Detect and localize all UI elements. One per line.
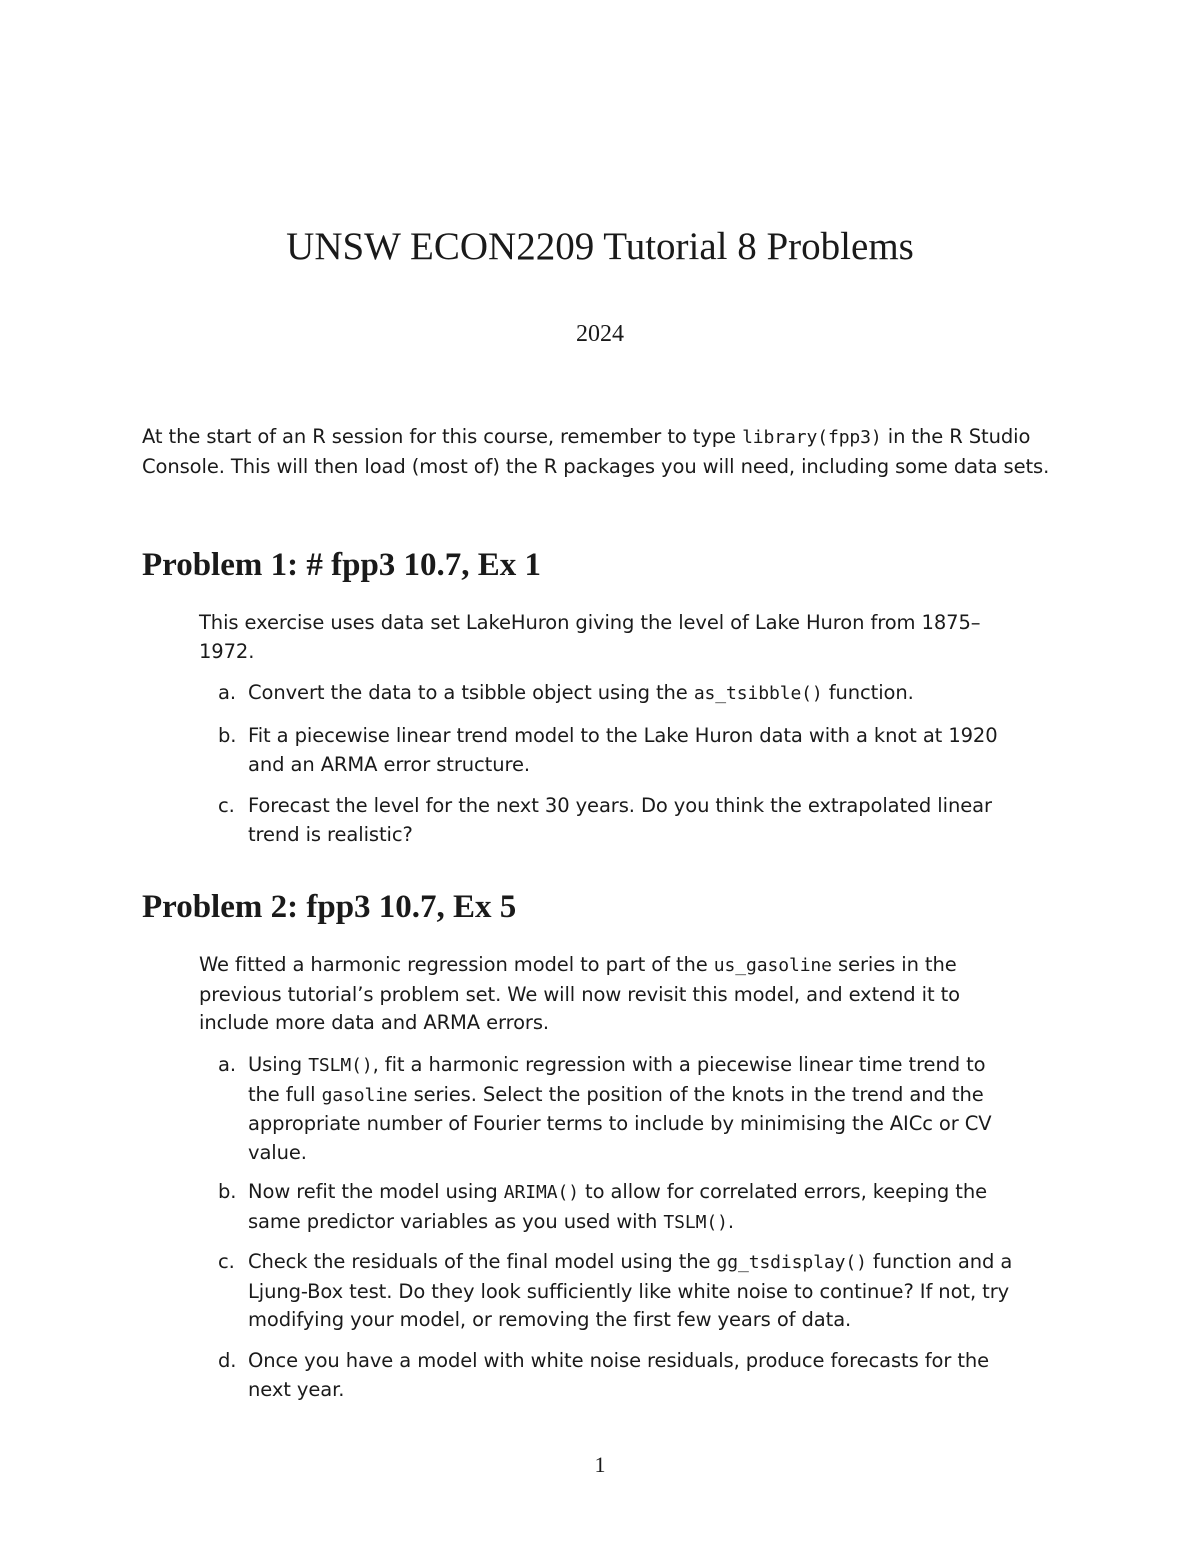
item-code: TSLM() <box>308 1055 373 1076</box>
item-marker: c. <box>218 1250 235 1273</box>
problem-1-item-c <box>218 792 1018 849</box>
problem-2-item-c <box>218 1248 1018 1335</box>
intro-text: in the R Studio Console. This will then load (most of) the R packages you will need, including some data sets. <box>142 425 1050 478</box>
item-text: Fit a piecewise linear trend model to the Lake Huron data with a knot at 1920 and an ARMA error structure. <box>248 724 998 776</box>
item-code: gasoline <box>321 1084 408 1106</box>
problem-1-heading: Problem 1: # fpp3 10.7, Ex 1 <box>142 547 542 583</box>
item-code: as_tsibble() <box>693 683 823 704</box>
intro-paragraph <box>142 423 1067 481</box>
page-number: 1 <box>594 1452 606 1477</box>
item-marker: a. <box>218 681 236 704</box>
intro-code: library(fpp3) <box>742 427 882 448</box>
document-date: 2024 <box>576 321 624 347</box>
item-text: Once you have a model with white noise residuals, produce forecasts for the next year. <box>248 1349 990 1401</box>
item-code: gg_tsdisplay() <box>716 1252 867 1273</box>
problem-1-item-a <box>218 679 1018 709</box>
item-marker: a. <box>218 1053 236 1076</box>
item-marker: d. <box>218 1349 237 1372</box>
item-text: Now refit the model using ARIMA() to allow for correlated errors, keeping the same predictor variables as you used with TSLM(). <box>248 1180 987 1233</box>
problem-2-item-a <box>218 1051 1018 1167</box>
problem-1-intro: This exercise uses data set LakeHuron giving the level of Lake Huron from 1875–1972. <box>199 611 981 663</box>
problem-2-intro: We fitted a harmonic regression model to part of the us_gasoline series in the previous tutorial’s problem set. We will now revisit this model, and extend it to include more data and ARMA errors. <box>199 953 961 1034</box>
problem-1-item-b <box>218 722 1018 779</box>
item-code: ARIMA() <box>503 1182 579 1203</box>
item-text: Convert the data to a tsibble object using the as_tsibble() function. <box>248 681 914 704</box>
item-text: Forecast the level for the next 30 years. Do you think the extrapolated linear trend is realistic? <box>248 794 992 846</box>
intro-code: us_gasoline <box>713 955 832 976</box>
document-title: UNSW ECON2209 Tutorial 8 Problems <box>286 225 914 268</box>
item-code: TSLM() <box>663 1211 728 1233</box>
item-marker: c. <box>218 794 235 817</box>
item-text: Using TSLM(), fit a harmonic regression with a piecewise linear time trend to the full gasoline series. Select the position of the knots in the trend and the appropriate number of Fourier terms to include by minimising the AICc or CV value. <box>248 1053 992 1164</box>
problem-2-item-d <box>218 1347 1018 1404</box>
problem-2-heading: Problem 2: fpp3 10.7, Ex 5 <box>142 889 517 925</box>
intro-text: At the start of an R session for this course, remember to type <box>142 425 743 448</box>
item-marker: b. <box>218 1180 237 1203</box>
item-marker: b. <box>218 724 237 747</box>
problem-2-item-b <box>218 1178 1018 1237</box>
item-text: Check the residuals of the final model using the gg_tsdisplay() function and a Ljung-Box test. Do they look sufficiently like white noise to continue? If not, try modifying your model, or removing the first few years of data. <box>248 1250 1013 1331</box>
